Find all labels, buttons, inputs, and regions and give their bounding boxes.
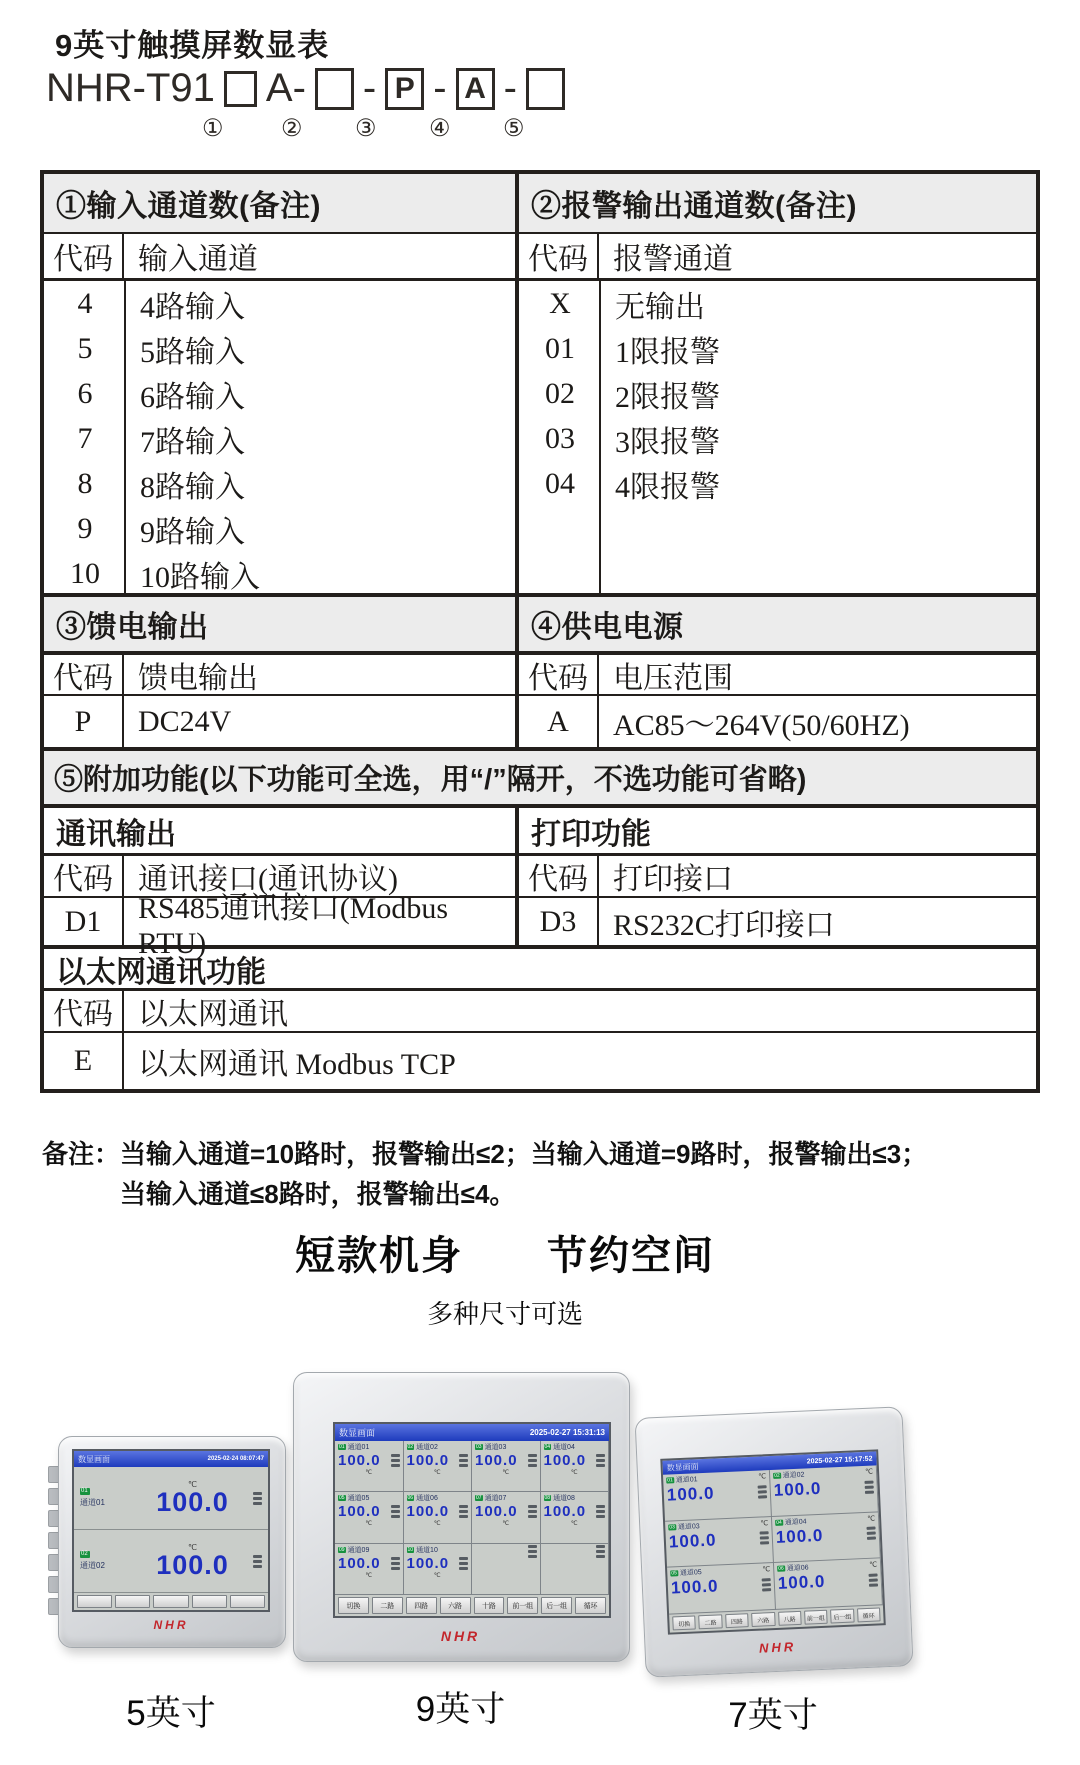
circled-5: ⑤ <box>503 115 525 142</box>
promo-subtitle: 多种尺寸可选 <box>426 1299 583 1329</box>
alarm-channel-list <box>515 281 1036 593</box>
bargraph-icon <box>760 1531 770 1544</box>
channel-info <box>407 1442 469 1452</box>
feed-value: DC24V <box>138 704 232 738</box>
code-label: 代码 <box>44 991 124 1031</box>
channel-cell <box>667 1563 776 1614</box>
channel-name: 通道02 <box>782 1471 805 1480</box>
channel-value: 100.0 <box>406 1452 450 1469</box>
channel-cell <box>335 1544 404 1595</box>
bargraph-icon <box>391 1557 400 1570</box>
channel-cell <box>541 1492 610 1543</box>
channel-cell <box>74 1530 268 1593</box>
alarm-label: 4限报警 <box>615 470 720 504</box>
circled-4: ④ <box>429 115 451 142</box>
channel-cell <box>335 1441 404 1492</box>
model-dash-2: - <box>433 66 447 110</box>
input-code: 10 <box>70 556 100 590</box>
channel-unit: ℃ <box>758 1473 767 1481</box>
input-label: 8路输入 <box>140 470 245 504</box>
alarm-row <box>519 326 1036 371</box>
channel-number-badge: 01 <box>80 1488 90 1495</box>
input-label: 10路输入 <box>140 560 260 594</box>
channel-number-badge: 04 <box>544 1444 551 1450</box>
channel-name: 通道01 <box>347 1444 370 1451</box>
comm-header: 通讯接口(通讯协议) <box>138 863 398 896</box>
channel-cell <box>472 1544 541 1595</box>
screen-title: 数显画面 <box>666 1461 699 1473</box>
channel-number-badge: 01 <box>339 1444 345 1450</box>
code-label: 代码 <box>44 655 124 694</box>
model-box-2 <box>315 68 354 110</box>
channel-info <box>475 1493 537 1503</box>
channel-cell <box>472 1441 541 1492</box>
channel-name: 通道05 <box>347 1495 370 1503</box>
device-7inch <box>640 1412 906 1735</box>
screen-button: 四路 <box>406 1597 437 1614</box>
input-label: 5路输入 <box>140 335 245 369</box>
channel-info <box>544 1493 606 1503</box>
feed-value-row <box>44 696 515 747</box>
channel-value: 100.0 <box>475 1503 518 1521</box>
channel-number-badge: 07 <box>476 1495 482 1502</box>
alarm-label: 3限报警 <box>615 425 720 459</box>
channel-cell <box>665 1517 774 1568</box>
channel-unit: ℃ <box>433 1521 441 1528</box>
channel-unit: ℃ <box>869 1561 878 1570</box>
channel-cell <box>541 1441 610 1492</box>
channel-reading <box>666 1481 767 1505</box>
channel-value: 100.0 <box>475 1452 518 1469</box>
promo-headline: 短款机身 节约空间 <box>295 1234 715 1278</box>
print-code-header-row <box>515 856 1036 896</box>
channel-value: 100.0 <box>543 1452 587 1469</box>
channel-unit: ℃ <box>365 1521 373 1528</box>
channel-info <box>338 1545 400 1555</box>
channel-reading <box>544 1503 606 1520</box>
channel-value: 100.0 <box>668 1530 717 1552</box>
bargraph-icon <box>253 1492 262 1505</box>
channel-number-badge: 10 <box>407 1546 414 1553</box>
alarm-code: 02 <box>545 376 575 410</box>
channel-number-badge: 06 <box>407 1495 414 1502</box>
power-value: AC85～264V(50/60HZ) <box>613 708 910 742</box>
channel-name: 通道03 <box>484 1444 507 1451</box>
screen-title: 数显画面 <box>78 1454 110 1464</box>
screen-header <box>74 1451 268 1467</box>
bargraph-icon <box>864 1480 874 1493</box>
alarm-row <box>519 371 1036 416</box>
selection-table <box>40 170 1040 1093</box>
channel-cell <box>404 1492 473 1543</box>
input-label: 9路输入 <box>140 515 245 549</box>
channel-list <box>74 1467 268 1593</box>
code-label: 代码 <box>519 655 599 694</box>
section-3-header: ③馈电输出 <box>44 597 515 651</box>
bargraph-icon <box>253 1555 262 1568</box>
channel-cell <box>774 1559 883 1610</box>
channel-value: 100.0 <box>666 1483 715 1505</box>
channel-name: 通道05 <box>679 1569 702 1578</box>
channel-value: 100.0 <box>670 1576 719 1598</box>
screen-header <box>335 1424 609 1441</box>
bargraph-icon <box>762 1578 772 1591</box>
alarm-row <box>519 461 1036 506</box>
channel-cell <box>770 1465 879 1516</box>
device-screen <box>660 1449 885 1634</box>
input-label: 6路输入 <box>140 380 245 414</box>
input-code: 4 <box>77 286 93 320</box>
channel-unit: ℃ <box>760 1519 769 1528</box>
channel-reading <box>475 1503 537 1520</box>
input-row <box>44 281 515 326</box>
channel-info <box>338 1493 400 1503</box>
channel-cell <box>472 1492 541 1543</box>
channel-number-badge: 05 <box>339 1495 345 1502</box>
ethernet-header: 以太网通讯 <box>138 998 288 1031</box>
channel-unit: ℃ <box>365 1572 373 1579</box>
alarm-row <box>519 281 1036 326</box>
channel-number-badge: 05 <box>671 1570 678 1577</box>
channel-value: 100.0 <box>775 1525 824 1547</box>
channel-number-badge: 02 <box>774 1472 780 1479</box>
section-5-header: ⑤附加功能(以下功能可全选，用“/”隔开，不选功能可省略) <box>44 751 1036 804</box>
alarm-label: 1限报警 <box>615 335 720 369</box>
alarm-row <box>519 416 1036 461</box>
channel-name: 通道02 <box>80 1561 105 1571</box>
code-label: 代码 <box>519 856 599 896</box>
bargraph-icon <box>596 1545 605 1558</box>
model-dash-3: - <box>503 66 517 110</box>
channel-info <box>80 1488 132 1508</box>
brand-logo: NHR <box>758 1639 797 1656</box>
channel-reading <box>407 1503 469 1520</box>
device-size-label-5: 5英寸 <box>126 1694 216 1733</box>
ethernet-code-header-row <box>44 991 1036 1031</box>
channel-cell <box>404 1441 473 1492</box>
section-4-header: ④供电电源 <box>515 597 1036 651</box>
model-box-1 <box>224 71 257 107</box>
model-prefix: NHR-T91 <box>46 66 215 110</box>
channel-name: 通道06 <box>416 1495 438 1503</box>
channel-info <box>407 1545 469 1555</box>
model-box-5 <box>526 68 565 110</box>
input-channel-list <box>44 281 515 593</box>
device-size-label-9: 9英寸 <box>415 1690 506 1729</box>
input-row <box>44 461 515 506</box>
channel-reading <box>777 1570 878 1594</box>
screen-timestamp: 2025-02-27 15:31:13 <box>529 1428 605 1437</box>
screen-timestamp: 2025-02-24 08:07:47 <box>207 1456 264 1462</box>
channel-reading <box>132 1480 253 1516</box>
channel-cell <box>772 1512 881 1563</box>
input-label: 7路输入 <box>140 425 245 459</box>
channel-reading <box>775 1523 876 1547</box>
channel-name: 通道04 <box>553 1444 575 1451</box>
channel-name: 通道09 <box>347 1546 370 1554</box>
section-2-header: ②报警输出通道数(备注) <box>515 174 1036 232</box>
channel-reading <box>544 1452 606 1469</box>
bargraph-icon <box>391 1505 400 1518</box>
channel-value: 100.0 <box>406 1554 450 1572</box>
bargraph-icon <box>528 1454 537 1467</box>
input-code: 7 <box>77 421 93 455</box>
comm-value: RS485通讯接口(Modbus RTU) <box>138 891 449 960</box>
device-5inch <box>42 1436 288 1736</box>
screen-button: 循环 <box>575 1597 606 1614</box>
channel-number-badge: 02 <box>407 1444 414 1450</box>
input-row <box>44 416 515 461</box>
section-1-header: ①输入通道数(备注) <box>44 174 515 232</box>
input-code-header-row <box>44 234 515 278</box>
bargraph-icon <box>758 1485 768 1498</box>
channel-cell <box>404 1544 473 1595</box>
alarm-label: 2限报警 <box>615 380 720 414</box>
power-code-header-row <box>515 655 1036 694</box>
screen-button: 四路 <box>725 1613 749 1628</box>
channel-value: 100.0 <box>543 1503 587 1521</box>
remarks-label: 备注： <box>42 1139 121 1169</box>
channel-grid <box>663 1465 883 1614</box>
input-code: 8 <box>77 466 93 500</box>
screen-button: 前一组 <box>507 1597 538 1614</box>
bargraph-icon <box>459 1505 468 1518</box>
channel-number-badge: 04 <box>776 1519 782 1526</box>
ethernet-value-row <box>44 1033 1036 1089</box>
channel-reading <box>338 1555 400 1572</box>
input-code: 6 <box>77 376 93 410</box>
channel-reading <box>773 1477 874 1501</box>
channel-info <box>544 1442 606 1452</box>
channel-info <box>338 1442 400 1452</box>
input-row <box>44 326 515 371</box>
ethernet-title: 以太网通讯功能 <box>56 955 266 989</box>
model-box-3: P <box>385 68 424 110</box>
print-code: D3 <box>519 898 599 945</box>
device-screen <box>72 1449 270 1612</box>
channel-grid <box>335 1441 609 1595</box>
comm-title: 通讯输出 <box>56 817 176 851</box>
circled-1: ① <box>202 115 224 142</box>
input-header: 输入通道 <box>138 243 258 276</box>
channel-unit: ℃ <box>865 1468 874 1476</box>
channel-name: 通道10 <box>416 1546 438 1554</box>
screen-button: 后一组 <box>541 1597 572 1614</box>
screen-button: 二路 <box>699 1614 723 1629</box>
brand-logo: NHR <box>440 1628 481 1644</box>
comm-code: D1 <box>44 898 124 945</box>
device-9inch <box>293 1372 628 1729</box>
channel-reading <box>669 1528 770 1552</box>
channel-name: 通道06 <box>786 1564 809 1573</box>
device-tilt-wrap <box>634 1406 911 1675</box>
channel-name: 通道03 <box>677 1522 700 1531</box>
code-label: 代码 <box>519 234 599 278</box>
screen-button: 切换 <box>672 1615 696 1630</box>
alarm-code: 01 <box>545 331 575 365</box>
screen-buttons <box>74 1593 268 1610</box>
channel-reading <box>475 1545 537 1558</box>
channel-name: 通道02 <box>416 1444 438 1451</box>
bargraph-icon <box>596 1505 605 1518</box>
channel-reading <box>407 1452 469 1469</box>
remarks-line-1 <box>42 1134 927 1174</box>
feed-header: 馈电输出 <box>138 661 258 695</box>
remarks <box>42 1134 927 1214</box>
power-value-row <box>515 696 1036 747</box>
channel-value: 100.0 <box>338 1503 381 1521</box>
channel-cell <box>541 1544 610 1595</box>
channel-name: 通道01 <box>675 1476 698 1485</box>
channel-value: 100.0 <box>338 1554 381 1572</box>
bargraph-icon <box>869 1573 879 1586</box>
channel-reading <box>338 1503 400 1520</box>
feed-code: P <box>44 696 124 747</box>
print-value: RS232C打印接口 <box>613 908 835 942</box>
screen-button: 二路 <box>372 1597 403 1614</box>
channel-number-badge: 06 <box>778 1565 784 1573</box>
channel-name: 通道08 <box>553 1495 575 1503</box>
screen-button: 切换 <box>338 1597 369 1614</box>
channel-info <box>80 1551 132 1571</box>
bargraph-icon <box>528 1545 537 1558</box>
feed-code-header-row <box>44 655 515 694</box>
code-label: 代码 <box>44 234 124 278</box>
channel-unit: ℃ <box>867 1515 876 1523</box>
screen-buttons <box>335 1595 609 1616</box>
model-box-4: A <box>456 68 495 110</box>
channel-number-badge: 03 <box>476 1444 482 1450</box>
channel-unit: ℃ <box>762 1566 771 1574</box>
print-header: 打印接口 <box>613 863 733 896</box>
alarm-code: X <box>549 286 571 320</box>
input-row <box>44 506 515 551</box>
channel-cell <box>335 1492 404 1543</box>
print-value-row <box>515 898 1036 945</box>
channel-cell <box>74 1467 268 1530</box>
channel-value: 100.0 <box>156 1487 229 1517</box>
channel-cell <box>663 1470 772 1521</box>
bargraph-icon <box>528 1505 537 1518</box>
alarm-code: 04 <box>545 466 575 500</box>
channel-number-badge: 01 <box>667 1477 673 1484</box>
channel-unit: ℃ <box>502 1521 510 1528</box>
channel-unit: ℃ <box>188 1480 197 1489</box>
channel-reading <box>544 1545 606 1558</box>
comm-value-row <box>44 891 515 960</box>
screen-title: 数显画面 <box>339 1428 376 1438</box>
channel-name: 通道04 <box>784 1518 807 1527</box>
bargraph-icon <box>596 1454 605 1467</box>
screen-button: 循环 <box>857 1607 881 1622</box>
screen-button: 六路 <box>751 1612 775 1627</box>
remarks-text-1: 当输入通道=10路时，报警输出≤2；当输入通道=9路时，报警输出≤3； <box>120 1139 928 1169</box>
power-header: 电压范围 <box>613 661 733 695</box>
alarm-code: 03 <box>545 421 575 455</box>
channel-unit: ℃ <box>433 1572 441 1579</box>
model-a: A- <box>265 66 306 110</box>
screen-button: 十路 <box>474 1597 505 1614</box>
circled-3: ③ <box>355 115 377 142</box>
channel-unit: ℃ <box>570 1470 578 1476</box>
brand-logo: NHR <box>153 1618 189 1632</box>
input-code: 5 <box>77 331 93 365</box>
bargraph-icon <box>866 1527 876 1540</box>
bargraph-icon <box>459 1557 468 1570</box>
screen-button: 八路 <box>778 1611 802 1626</box>
bargraph-icon <box>459 1454 468 1467</box>
power-code: A <box>519 696 599 747</box>
channel-unit: ℃ <box>188 1543 197 1552</box>
channel-value: 100.0 <box>773 1478 822 1500</box>
screen-button: 前一组 <box>804 1610 828 1625</box>
ethernet-value: 以太网通讯 Modbus TCP <box>138 1048 456 1081</box>
input-row <box>44 551 515 596</box>
channel-value: 100.0 <box>338 1452 381 1469</box>
alarm-label: 无输出 <box>615 290 705 324</box>
input-code: 9 <box>77 511 93 545</box>
screen-button: 六路 <box>440 1597 471 1614</box>
code-label: 代码 <box>44 856 124 896</box>
circled-2: ② <box>281 115 303 142</box>
channel-reading <box>671 1574 772 1598</box>
channel-number-badge: 02 <box>80 1551 90 1558</box>
channel-info <box>407 1493 469 1503</box>
channel-reading <box>132 1543 253 1579</box>
input-label: 4路输入 <box>140 290 245 324</box>
print-title: 打印功能 <box>515 808 1036 853</box>
channel-number-badge: 09 <box>339 1546 345 1553</box>
input-row <box>44 371 515 416</box>
model-code <box>46 66 565 111</box>
screen-timestamp: 2025-02-27 15:17:52 <box>806 1455 873 1465</box>
remarks-line-2: 当输入通道≤8路时，报警输出≤4。 <box>120 1179 516 1209</box>
channel-unit: ℃ <box>365 1470 373 1476</box>
channel-value: 100.0 <box>156 1550 229 1580</box>
channel-reading <box>475 1452 537 1469</box>
channel-name: 通道01 <box>80 1498 105 1508</box>
alarm-code-header-row <box>515 234 1036 278</box>
channel-value: 100.0 <box>777 1572 826 1594</box>
screen-button: 后一组 <box>830 1609 854 1624</box>
page-title: 9英寸触摸屏数显表 <box>55 28 330 63</box>
channel-unit: ℃ <box>433 1470 441 1476</box>
channel-info <box>475 1442 537 1452</box>
device-screen <box>333 1422 611 1618</box>
model-dash-1: - <box>362 66 377 110</box>
channel-name: 通道07 <box>484 1495 507 1503</box>
channel-unit: ℃ <box>570 1521 578 1528</box>
channel-number-badge: 08 <box>544 1495 551 1502</box>
ethernet-code: E <box>44 1033 124 1089</box>
channel-reading <box>407 1555 469 1572</box>
device-size-label-7: 7英寸 <box>728 1696 818 1735</box>
channel-value: 100.0 <box>406 1503 450 1521</box>
bargraph-icon <box>391 1454 400 1467</box>
channel-unit: ℃ <box>502 1470 510 1476</box>
channel-number-badge: 03 <box>669 1523 675 1531</box>
alarm-header: 报警通道 <box>613 243 733 276</box>
channel-reading <box>338 1452 400 1469</box>
